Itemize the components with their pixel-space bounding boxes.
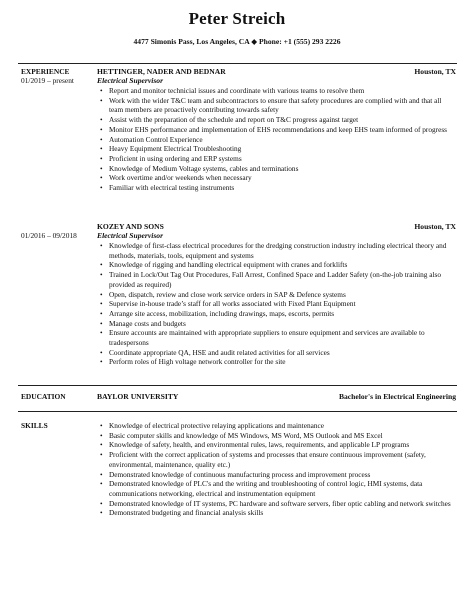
list-item: • Open, dispatch, review and close work service orders in SAP & Defence systems <box>97 290 457 300</box>
list-item: • Proficient with the correct application of systems and processes that ensure continuous improvement (safety, environmental, maintenance, quality etc.) <box>97 450 457 469</box>
education-school: BAYLOR UNIVERSITY <box>97 392 179 401</box>
job-bullet-list <box>97 241 457 367</box>
job-company: KOZEY AND SONS <box>97 222 164 231</box>
list-item: • Arrange site access, mobilization, including drawings, maps, escorts, permits <box>97 309 457 319</box>
list-item: • Perform roles of High voltage network controller for the site <box>97 357 457 367</box>
list-item: • Automation Control Experience <box>97 135 457 145</box>
section-divider <box>18 63 457 64</box>
list-item: • Monitor EHS performance and implementation of EHS recommendations and keep EHS team informed of progress <box>97 125 457 135</box>
section-label-skills: SKILLS <box>21 421 48 430</box>
job-location: Houston, TX <box>414 222 456 231</box>
section-label-experience: EXPERIENCE <box>21 67 70 76</box>
job-title: Electrical Supervisor <box>97 76 164 85</box>
list-item: • Demonstrated knowledge of continuous manufacturing process and improvement process <box>97 470 457 480</box>
job-location: Houston, TX <box>414 67 456 76</box>
section-label-education: EDUCATION <box>21 392 66 401</box>
skills-list <box>97 421 457 518</box>
education-degree: Bachelor's in Electrical Engineering <box>338 392 456 401</box>
list-item: • Work overtime and/or weekends when necessary <box>97 173 457 183</box>
candidate-name: Peter Streich <box>188 9 286 28</box>
job-bullet-list <box>97 86 457 193</box>
list-item: • Coordinate appropriate QA, HSE and audit related activities for all services <box>97 348 457 358</box>
job-company: HETTINGER, NADER AND BEDNAR <box>97 67 226 76</box>
list-item: • Work with the wider T&C team and subcontractors to ensure that safety procedures are complied with and that all team members are proactively contributing towards safety <box>97 96 457 115</box>
section-divider <box>18 385 457 386</box>
job-title: Electrical Supervisor <box>97 231 164 240</box>
list-item: • Ensure accounts are maintained with appropriate suppliers to ensure equipment and services are available to tradespersons <box>97 328 457 347</box>
section-divider <box>18 411 457 412</box>
list-item: • Trained in Lock/Out Tag Out Procedures, Fall Arrest, Confined Space and Ladder Safety (on-the-job training also provided as required) <box>97 270 457 289</box>
list-item: • Knowledge of first-class electrical procedures for the dredging construction industry including electrical theory and methods, materials, tools, equipment and systems <box>97 241 457 260</box>
list-item: • Familiar with electrical testing instruments <box>97 183 457 193</box>
list-item: • Assist with the preparation of the schedule and report on T&C progress against target <box>97 115 457 125</box>
list-item: • Knowledge of electrical protective relaying applications and maintenance <box>97 421 457 431</box>
list-item: • Heavy Equipment Electrical Troubleshooting <box>97 144 457 154</box>
list-item: • Demonstrated knowledge of IT systems, PC hardware and software servers, fiber optic cabling and network switches <box>97 499 457 509</box>
list-item: • Supervise in-house trade’s staff for all works associated with Fixed Plant Equipment <box>97 299 457 309</box>
list-item: • Knowledge of safety, health, and environmental rules, laws, requirements, and applicable LP programs <box>97 440 457 450</box>
list-item: • Demonstrated knowledge of PLC's and the writing and troubleshooting of control logic, HMI systems, data communications networking, electrical and instrumentation equipment <box>97 479 457 498</box>
list-item: • Demonstrated budgeting and financial analysis skills <box>97 508 457 518</box>
list-item: • Proficient in using ordering and ERP systems <box>97 154 457 164</box>
list-item: • Knowledge of Medium Voltage systems, cables and terminations <box>97 164 457 174</box>
list-item: • Knowledge of rigging and handling electrical equipment with cranes and forklifts <box>97 260 457 270</box>
job-dates: 01/2016 – 09/2018 <box>21 231 77 240</box>
list-item: • Report and monitor technicial issues and coordinate with various teams to resolve them <box>97 86 457 96</box>
job-dates: 01/2019 – present <box>21 76 74 85</box>
list-item: • Basic computer skills and knowledge of MS Windows, MS Word, MS Outlook and MS Excel <box>97 431 457 441</box>
list-item: • Manage costs and budgets <box>97 319 457 329</box>
contact-line: 4477 Simonis Pass, Los Angeles, CA ◆ Phone: +1 (555) 293 2226 <box>133 37 341 46</box>
